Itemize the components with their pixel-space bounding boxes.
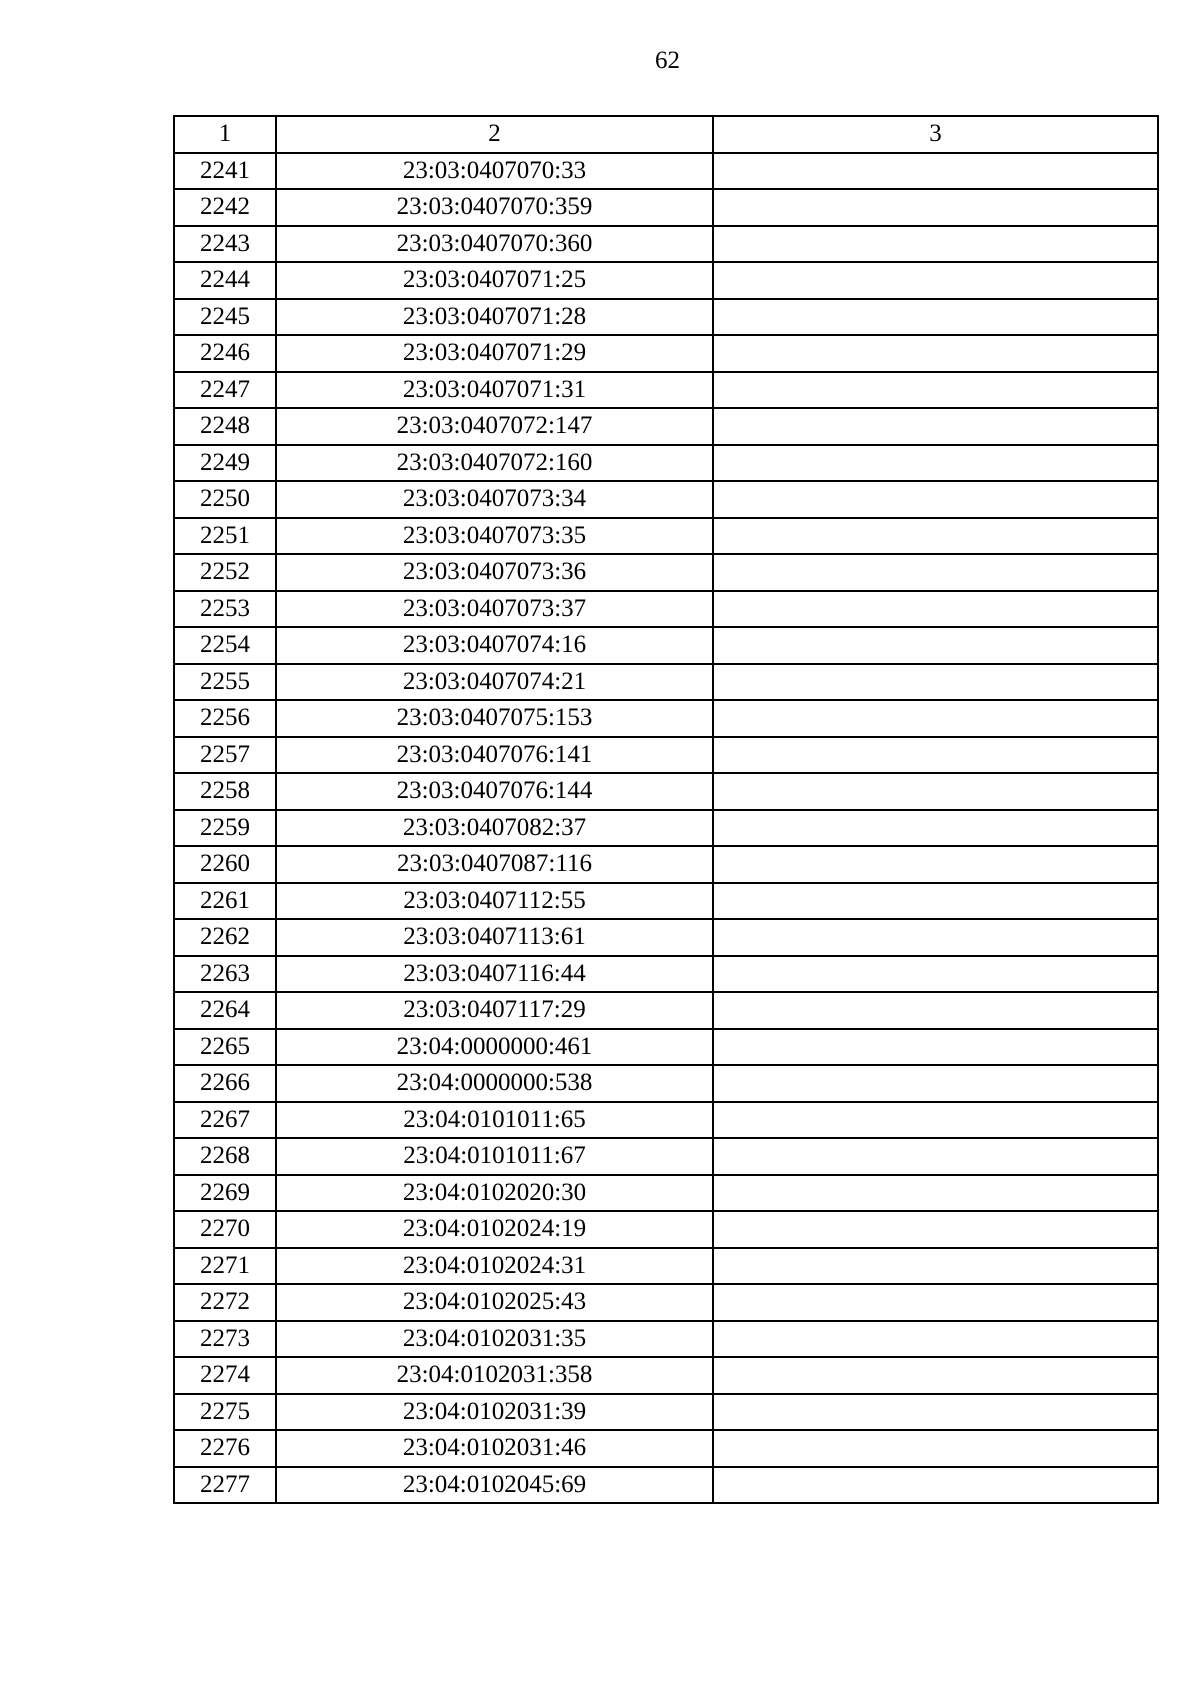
cadastral-table [173,115,1159,1504]
cadastral-number-cell: 23:03:0407116:44 [276,956,713,993]
table-row [174,956,1158,993]
table-row [174,1102,1158,1139]
notes-cell [713,1321,1158,1358]
row-number-cell: 2277 [174,1467,276,1504]
cadastral-number-cell: 23:03:0407082:37 [276,810,713,847]
notes-cell [713,810,1158,847]
notes-cell [713,518,1158,555]
row-number-cell: 2274 [174,1357,276,1394]
notes-cell [713,1357,1158,1394]
notes-cell [713,919,1158,956]
row-number-cell: 2251 [174,518,276,555]
table-row [174,1394,1158,1431]
table-row [174,372,1158,409]
table-row [174,408,1158,445]
cadastral-number-cell: 23:03:0407071:29 [276,335,713,372]
row-number-cell: 2270 [174,1211,276,1248]
cadastral-number-cell: 23:03:0407072:160 [276,445,713,482]
notes-cell [713,372,1158,409]
table-row [174,445,1158,482]
row-number-cell: 2260 [174,846,276,883]
cadastral-number-cell: 23:03:0407073:35 [276,518,713,555]
cadastral-number-cell: 23:03:0407073:36 [276,554,713,591]
table-body [174,153,1158,1504]
row-number-cell: 2265 [174,1029,276,1066]
row-number-cell: 2272 [174,1284,276,1321]
table-row [174,153,1158,190]
notes-cell [713,1065,1158,1102]
row-number-cell: 2266 [174,1065,276,1102]
table-row [174,1065,1158,1102]
cadastral-number-cell: 23:03:0407074:21 [276,664,713,701]
cadastral-number-cell: 23:04:0102020:30 [276,1175,713,1212]
table-row [174,189,1158,226]
cadastral-number-cell: 23:03:0407071:31 [276,372,713,409]
notes-cell [713,1138,1158,1175]
notes-cell [713,1430,1158,1467]
table-row [174,1138,1158,1175]
row-number-cell: 2255 [174,664,276,701]
row-number-cell: 2247 [174,372,276,409]
row-number-cell: 2275 [174,1394,276,1431]
row-number-cell: 2269 [174,1175,276,1212]
table-row [174,1029,1158,1066]
cadastral-number-cell: 23:04:0102031:39 [276,1394,713,1431]
cadastral-number-cell: 23:04:0101011:67 [276,1138,713,1175]
cadastral-number-cell: 23:03:0407076:144 [276,773,713,810]
notes-cell [713,445,1158,482]
table-row [174,1175,1158,1212]
cadastral-number-cell: 23:03:0407112:55 [276,883,713,920]
notes-cell [713,153,1158,190]
row-number-cell: 2244 [174,262,276,299]
column-header-3: 3 [713,116,1158,153]
cadastral-number-cell: 23:03:0407072:147 [276,408,713,445]
notes-cell [713,1248,1158,1285]
cadastral-number-cell: 23:03:0407073:34 [276,481,713,518]
cadastral-number-cell: 23:04:0102045:69 [276,1467,713,1504]
cadastral-number-cell: 23:03:0407073:37 [276,591,713,628]
column-header-1: 1 [174,116,276,153]
notes-cell [713,1029,1158,1066]
row-number-cell: 2276 [174,1430,276,1467]
row-number-cell: 2242 [174,189,276,226]
cadastral-number-cell: 23:03:0407117:29 [276,992,713,1029]
table-row [174,554,1158,591]
row-number-cell: 2262 [174,919,276,956]
cadastral-number-cell: 23:03:0407074:16 [276,627,713,664]
table-row [174,591,1158,628]
table-row [174,737,1158,774]
notes-cell [713,408,1158,445]
cadastral-number-cell: 23:04:0102024:19 [276,1211,713,1248]
cadastral-number-cell: 23:04:0102024:31 [276,1248,713,1285]
table-row [174,1321,1158,1358]
row-number-cell: 2254 [174,627,276,664]
cadastral-number-cell: 23:03:0407075:153 [276,700,713,737]
notes-cell [713,554,1158,591]
table-row [174,627,1158,664]
table-row [174,226,1158,263]
notes-cell [713,1102,1158,1139]
row-number-cell: 2253 [174,591,276,628]
row-number-cell: 2273 [174,1321,276,1358]
row-number-cell: 2246 [174,335,276,372]
notes-cell [713,335,1158,372]
table-row [174,700,1158,737]
cadastral-number-cell: 23:04:0000000:461 [276,1029,713,1066]
notes-cell [713,992,1158,1029]
row-number-cell: 2245 [174,299,276,336]
cadastral-number-cell: 23:04:0102031:358 [276,1357,713,1394]
notes-cell [713,1211,1158,1248]
notes-cell [713,591,1158,628]
row-number-cell: 2249 [174,445,276,482]
table-row [174,481,1158,518]
table-row [174,883,1158,920]
notes-cell [713,189,1158,226]
notes-cell [713,1467,1158,1504]
table-row [174,810,1158,847]
row-number-cell: 2264 [174,992,276,1029]
notes-cell [713,737,1158,774]
table-row [174,1211,1158,1248]
cadastral-number-cell: 23:04:0000000:538 [276,1065,713,1102]
row-number-cell: 2267 [174,1102,276,1139]
cadastral-number-cell: 23:03:0407087:116 [276,846,713,883]
notes-cell [713,226,1158,263]
notes-cell [713,773,1158,810]
notes-cell [713,664,1158,701]
notes-cell [713,627,1158,664]
row-number-cell: 2250 [174,481,276,518]
cadastral-number-cell: 23:03:0407071:25 [276,262,713,299]
notes-cell [713,299,1158,336]
table-row [174,1357,1158,1394]
row-number-cell: 2271 [174,1248,276,1285]
cadastral-number-cell: 23:03:0407113:61 [276,919,713,956]
cadastral-number-cell: 23:04:0102031:46 [276,1430,713,1467]
table-row [174,262,1158,299]
notes-cell [713,1175,1158,1212]
cadastral-number-cell: 23:03:0407076:141 [276,737,713,774]
notes-cell [713,956,1158,993]
table-row [174,919,1158,956]
cadastral-number-cell: 23:03:0407071:28 [276,299,713,336]
notes-cell [713,481,1158,518]
table-row [174,1248,1158,1285]
row-number-cell: 2257 [174,737,276,774]
row-number-cell: 2241 [174,153,276,190]
row-number-cell: 2268 [174,1138,276,1175]
row-number-cell: 2252 [174,554,276,591]
row-number-cell: 2256 [174,700,276,737]
table-row [174,664,1158,701]
table-row [174,1467,1158,1504]
table-row [174,518,1158,555]
table-row [174,335,1158,372]
row-number-cell: 2263 [174,956,276,993]
notes-cell [713,1394,1158,1431]
row-number-cell: 2243 [174,226,276,263]
notes-cell [713,883,1158,920]
row-number-cell: 2248 [174,408,276,445]
notes-cell [713,846,1158,883]
row-number-cell: 2259 [174,810,276,847]
cadastral-number-cell: 23:03:0407070:33 [276,153,713,190]
cadastral-number-cell: 23:03:0407070:359 [276,189,713,226]
cadastral-number-cell: 23:04:0102025:43 [276,1284,713,1321]
notes-cell [713,1284,1158,1321]
table-row [174,992,1158,1029]
page-number: 62 [655,47,680,74]
notes-cell [713,700,1158,737]
notes-cell [713,262,1158,299]
row-number-cell: 2261 [174,883,276,920]
row-number-cell: 2258 [174,773,276,810]
cadastral-number-cell: 23:03:0407070:360 [276,226,713,263]
table-row [174,1430,1158,1467]
table-row [174,773,1158,810]
cadastral-number-cell: 23:04:0102031:35 [276,1321,713,1358]
table-row [174,299,1158,336]
cadastral-number-cell: 23:04:0101011:65 [276,1102,713,1139]
table-row [174,1284,1158,1321]
table-header-row [174,116,1158,153]
table-row [174,846,1158,883]
column-header-2: 2 [276,116,713,153]
